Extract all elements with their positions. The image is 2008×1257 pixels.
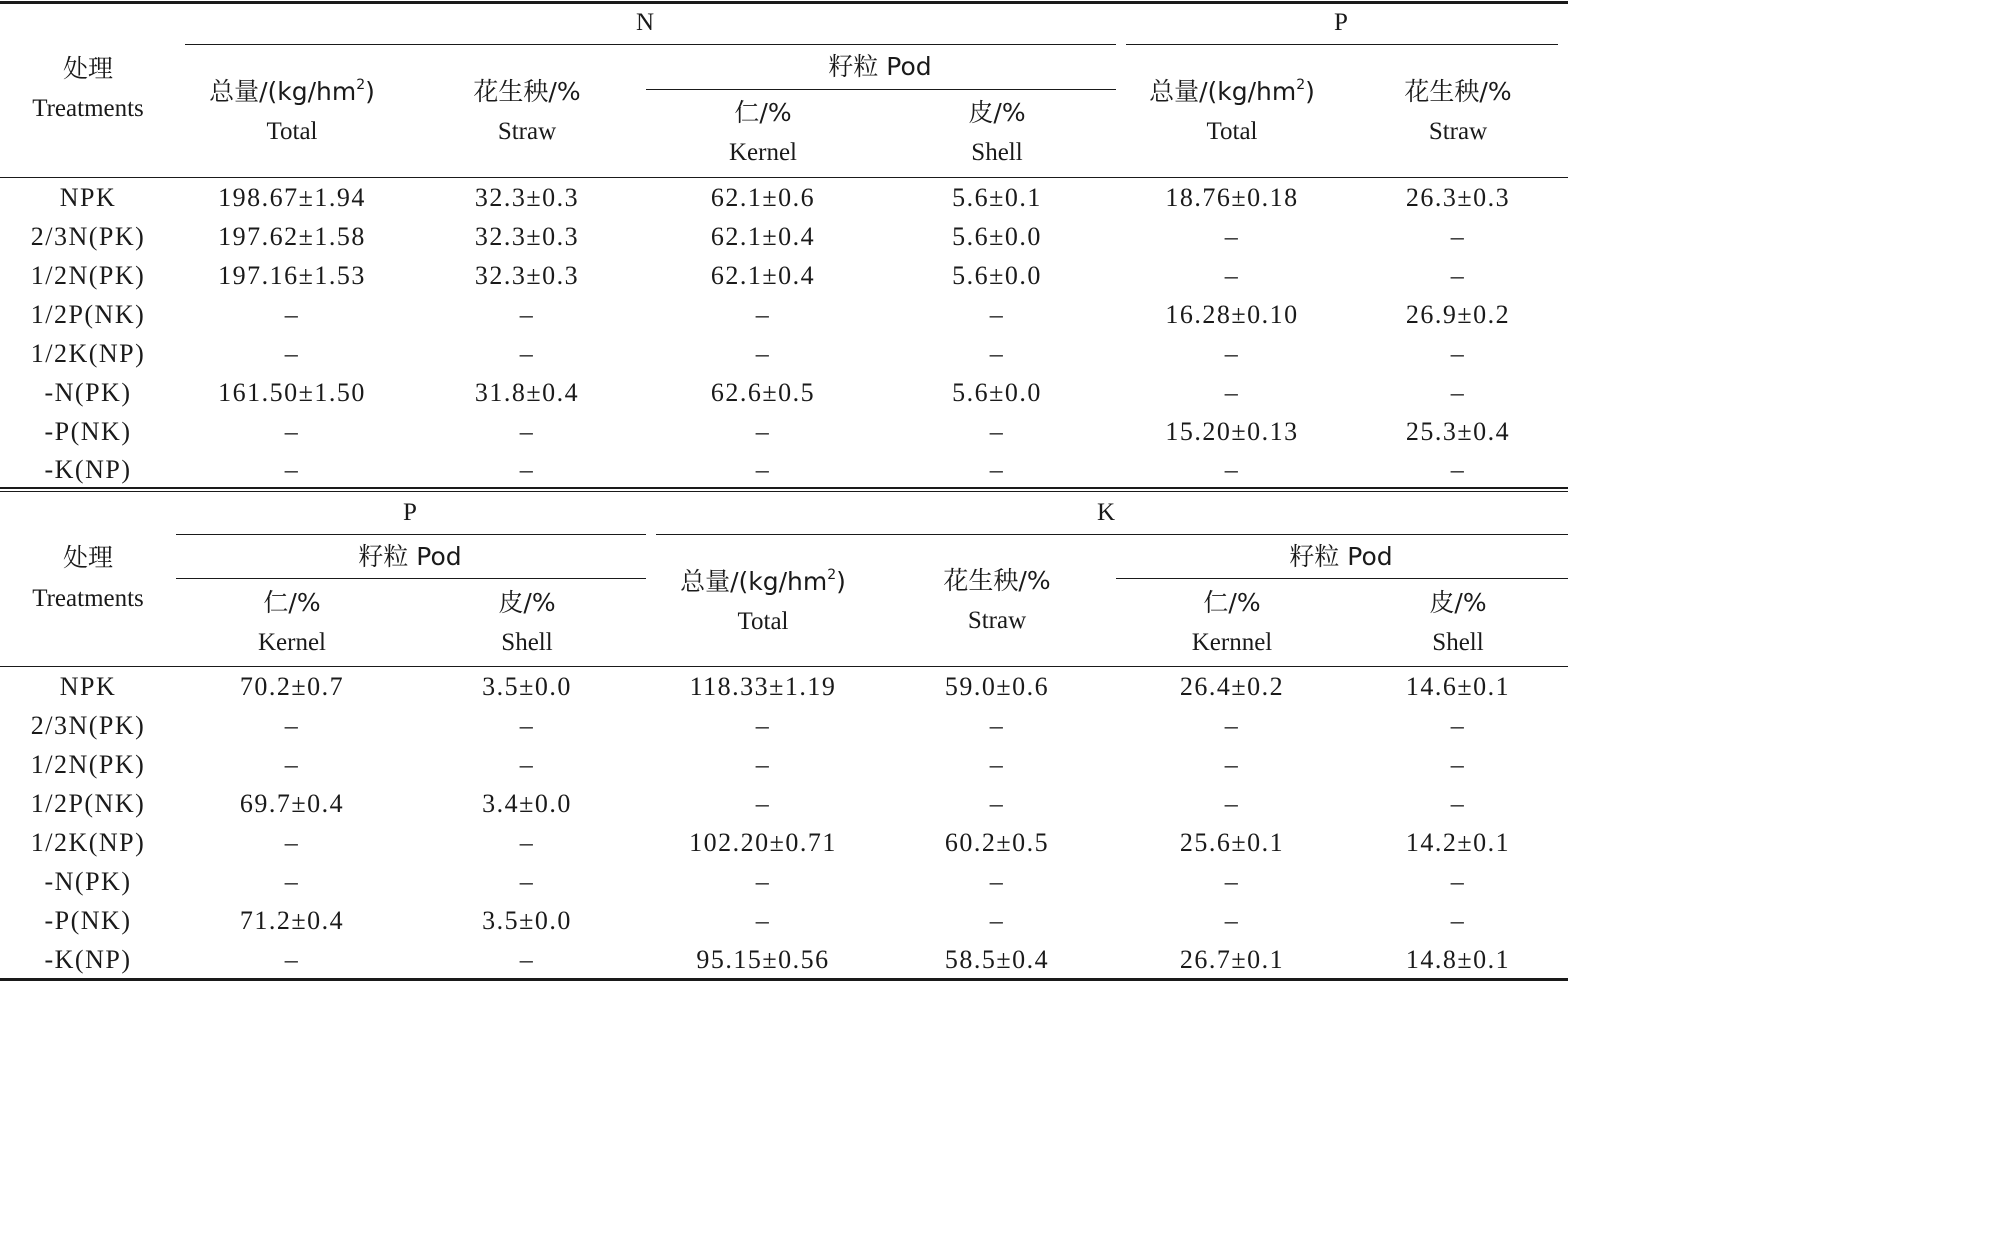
table1-row-3-n-total: 197.16±1.53 (218, 261, 366, 290)
table2-row-5-k-kernel: 25.6±0.1 (1179, 828, 1285, 857)
table2-k-kernel-header-en: Kernnel (1191, 629, 1273, 656)
table2-p-shell-header-en: Shell (501, 629, 553, 656)
table1-row-5-p-total: – (1224, 339, 1240, 368)
table2-row-6-treatment: -N(PK) (44, 867, 132, 896)
table1-p-total-header-en: Total (1206, 118, 1258, 145)
table1-row-3-n-shell: 5.6±0.0 (952, 261, 1042, 290)
table2-row-3-p-kernel: – (284, 750, 300, 779)
table1-row-1-treatment: NPK (59, 183, 117, 212)
table1-n-shell-header-zh: 皮/% (968, 98, 1026, 127)
table1-row-7-n-kernel: – (755, 417, 771, 446)
table1-row-7-p-straw: 25.3±0.4 (1405, 417, 1511, 446)
table2-row-1-p-kernel: 70.2±0.7 (239, 672, 345, 701)
table2-row-4-p-kernel: 69.7±0.4 (239, 789, 345, 818)
table1-n-kernel-header-zh: 仁/% (734, 98, 792, 127)
table2-row-4-k-total: – (755, 789, 771, 818)
table1-row-7-treatment: -P(NK) (44, 417, 132, 446)
table2-p-group-rule (176, 534, 646, 535)
table2-k-straw-header-en: Straw (967, 607, 1027, 634)
table2-row-6-p-kernel: – (284, 867, 300, 896)
table1-row-2-p-total: – (1224, 222, 1240, 251)
table2-row-5-p-kernel: – (284, 828, 300, 857)
table1-n-total-header-en: Total (266, 118, 318, 145)
table2-p-kernel-header-en: Kernel (257, 629, 327, 656)
table2-row-2-p-kernel: – (284, 711, 300, 740)
table2-row-5-treatment: 1/2K(NP) (30, 828, 146, 857)
table1-row-5-n-kernel: – (755, 339, 771, 368)
table1-row-6-n-total: 161.50±1.50 (218, 378, 366, 407)
table2-row-1-k-shell: 14.6±0.1 (1405, 672, 1511, 701)
table2-row-5-k-straw: 60.2±0.5 (944, 828, 1050, 857)
table1-row-5-p-straw: – (1450, 339, 1466, 368)
table1-row-5-n-total: – (284, 339, 300, 368)
table1-row-6-n-shell: 5.6±0.0 (952, 378, 1042, 407)
table1-row-5-treatment: 1/2K(NP) (30, 339, 146, 368)
table2-row-8-treatment: -K(NP) (44, 945, 132, 974)
table1-row-4-n-kernel: – (755, 300, 771, 329)
table1-row-3-p-total: – (1224, 261, 1240, 290)
table1-row-2-n-total: 197.62±1.58 (218, 222, 366, 251)
table2-row-3-p-shell: – (519, 750, 535, 779)
table1-p-group-rule (1126, 44, 1558, 45)
table2-row-2-treatment: 2/3N(PK) (30, 711, 146, 740)
table2-row-3-k-total: – (755, 750, 771, 779)
table1-row-2-n-kernel: 62.1±0.4 (710, 222, 816, 251)
table2-row-2-k-total: – (755, 711, 771, 740)
table1-row-6-n-straw: 31.8±0.4 (474, 378, 580, 407)
table2-row-8-k-shell: 14.8±0.1 (1405, 945, 1511, 974)
table1-row-2-n-straw: 32.3±0.3 (474, 222, 580, 251)
table1-n-straw-header-en: Straw (497, 118, 557, 145)
table2-row-3-k-kernel: – (1224, 750, 1240, 779)
table2-row-6-k-straw: – (989, 867, 1005, 896)
table2-row-1-k-kernel: 26.4±0.2 (1179, 672, 1285, 701)
table1-row-1-n-kernel: 62.1±0.6 (710, 183, 816, 212)
table2-row-7-p-kernel: 71.2±0.4 (239, 906, 345, 935)
table1-n-pod-rule (646, 89, 1116, 90)
table2-row-2-p-shell: – (519, 711, 535, 740)
table1-row-2-treatment: 2/3N(PK) (30, 222, 146, 251)
table1-row-8-treatment: -K(NP) (44, 455, 132, 484)
table2-treatments-header-en: Treatments (32, 585, 144, 612)
table2-row-3-k-shell: – (1450, 750, 1466, 779)
table2-k-shell-header-en: Shell (1432, 629, 1484, 656)
table1-row-3-p-straw: – (1450, 261, 1466, 290)
table1-row-7-n-shell: – (989, 417, 1005, 446)
table2-row-2-k-shell: – (1450, 711, 1466, 740)
table2-k-pod-header: 籽粒 Pod (1289, 542, 1393, 571)
table1-treatments-header-en: Treatments (32, 95, 144, 122)
table2-row-1-k-total: 118.33±1.19 (689, 672, 837, 701)
table1-row-8-n-total: – (284, 455, 300, 484)
table2-row-4-treatment: 1/2P(NK) (30, 789, 146, 818)
table2-row-4-k-kernel: – (1224, 789, 1240, 818)
table2-row-4-p-shell: 3.4±0.0 (482, 789, 572, 818)
table1-row-1-n-total: 198.67±1.94 (218, 183, 366, 212)
table2-row-7-k-kernel: – (1224, 906, 1240, 935)
table2-p-pod-rule (176, 578, 646, 579)
table2-k-kernel-header-zh: 仁/% (1203, 588, 1261, 617)
table1-p-total-header-zh: 总量$/(kg/hm^2)$ (1149, 76, 1315, 106)
table2-row-6-p-shell: – (519, 867, 535, 896)
table1-row-6-n-kernel: 62.6±0.5 (710, 378, 816, 407)
table1-top-rule (0, 1, 1568, 4)
table2-row-7-k-shell: – (1450, 906, 1466, 935)
table2-row-3-k-straw: – (989, 750, 1005, 779)
table2-group-p-header: P (403, 499, 417, 526)
table2-row-7-k-total: – (755, 906, 771, 935)
table1-row-4-n-shell: – (989, 300, 1005, 329)
table1-n-pod-header: 籽粒 Pod (828, 52, 932, 81)
table2-row-5-p-shell: – (519, 828, 535, 857)
table2-row-2-k-straw: – (989, 711, 1005, 740)
table2-k-group-rule (656, 534, 1568, 535)
table1-p-straw-header-zh: 花生秧/% (1404, 77, 1512, 106)
table1-row-8-p-total: – (1224, 455, 1240, 484)
table1-row-8-n-shell: – (989, 455, 1005, 484)
table2-k-total-header-zh: 总量$/(kg/hm^2)$ (680, 566, 846, 596)
table1-row-8-n-kernel: – (755, 455, 771, 484)
table1-row-4-treatment: 1/2P(NK) (30, 300, 146, 329)
table1-row-8-n-straw: – (519, 455, 535, 484)
table2-row-4-k-shell: – (1450, 789, 1466, 818)
table2-row-8-k-straw: 58.5±0.4 (944, 945, 1050, 974)
table2-row-2-k-kernel: – (1224, 711, 1240, 740)
table1-row-4-n-straw: – (519, 300, 535, 329)
table1-row-1-n-straw: 32.3±0.3 (474, 183, 580, 212)
table1-group-n-header: N (635, 9, 655, 36)
table1-row-3-n-kernel: 62.1±0.4 (710, 261, 816, 290)
table2-row-6-k-shell: – (1450, 867, 1466, 896)
table2-treatments-header-zh: 处理 (62, 543, 114, 572)
table1-treatments-header-zh: 处理 (62, 54, 114, 83)
table1-row-3-treatment: 1/2N(PK) (30, 261, 146, 290)
table1-row-2-n-shell: 5.6±0.0 (952, 222, 1042, 251)
table2-row-8-p-kernel: – (284, 945, 300, 974)
table2-k-shell-header-zh: 皮/% (1429, 588, 1487, 617)
table2-p-pod-header: 籽粒 Pod (358, 542, 462, 571)
table2-row-8-k-kernel: 26.7±0.1 (1179, 945, 1285, 974)
table2-bottom-rule (0, 978, 1568, 981)
table1-group-p-header: P (1334, 9, 1348, 36)
table1-row-6-p-total: – (1224, 378, 1240, 407)
table1-row-7-p-total: 15.20±0.13 (1165, 417, 1299, 446)
table2-row-3-treatment: 1/2N(PK) (30, 750, 146, 779)
table1-row-5-n-shell: – (989, 339, 1005, 368)
table1-n-group-rule (185, 44, 1116, 45)
table2-row-8-k-total: 95.15±0.56 (696, 945, 830, 974)
table2-row-7-k-straw: – (989, 906, 1005, 935)
table2-row-6-k-kernel: – (1224, 867, 1240, 896)
table2-row-1-p-shell: 3.5±0.0 (482, 672, 572, 701)
table2-k-total-header-en: Total (737, 608, 789, 635)
table2-group-k-header: K (1096, 499, 1116, 526)
table1-row-5-n-straw: – (519, 339, 535, 368)
table2-row-5-k-total: 102.20±0.71 (689, 828, 837, 857)
table2-row-7-p-shell: 3.5±0.0 (482, 906, 572, 935)
table1-row-1-p-total: 18.76±0.18 (1165, 183, 1299, 212)
table1-n-straw-header-zh: 花生秧/% (473, 77, 581, 106)
table2-row-6-k-total: – (755, 867, 771, 896)
table1-row-1-p-straw: 26.3±0.3 (1405, 183, 1511, 212)
table2-row-1-treatment: NPK (59, 672, 117, 701)
table2-row-5-k-shell: 14.2±0.1 (1405, 828, 1511, 857)
table1-row-2-p-straw: – (1450, 222, 1466, 251)
table1-n-total-header-zh: 总量$/(kg/hm^2)$ (209, 76, 375, 106)
table1-row-4-p-total: 16.28±0.10 (1165, 300, 1299, 329)
table1-row-7-n-straw: – (519, 417, 535, 446)
table1-row-3-n-straw: 32.3±0.3 (474, 261, 580, 290)
table2-row-8-p-shell: – (519, 945, 535, 974)
table1-row-7-n-total: – (284, 417, 300, 446)
table1-header-bottom-rule (0, 177, 1568, 178)
table2-k-pod-rule (1116, 578, 1568, 579)
table-separator-rule-1 (0, 487, 1568, 489)
table1-n-kernel-header-en: Kernel (728, 139, 798, 166)
table2-p-kernel-header-zh: 仁/% (263, 588, 321, 617)
table1-n-shell-header-en: Shell (971, 139, 1023, 166)
table1-row-6-treatment: -N(PK) (44, 378, 132, 407)
table1-row-8-p-straw: – (1450, 455, 1466, 484)
table2-header-bottom-rule (0, 666, 1568, 667)
table1-row-4-n-total: – (284, 300, 300, 329)
table-separator-rule-2 (0, 491, 1568, 492)
table2-p-shell-header-zh: 皮/% (498, 588, 556, 617)
table1-p-straw-header-en: Straw (1428, 118, 1488, 145)
table2-row-4-k-straw: – (989, 789, 1005, 818)
table1-row-1-n-shell: 5.6±0.1 (952, 183, 1042, 212)
table2-row-7-treatment: -P(NK) (44, 906, 132, 935)
table1-row-6-p-straw: – (1450, 378, 1466, 407)
table2-k-straw-header-zh: 花生秧/% (943, 566, 1051, 595)
table1-row-4-p-straw: 26.9±0.2 (1405, 300, 1511, 329)
table2-row-1-k-straw: 59.0±0.6 (944, 672, 1050, 701)
